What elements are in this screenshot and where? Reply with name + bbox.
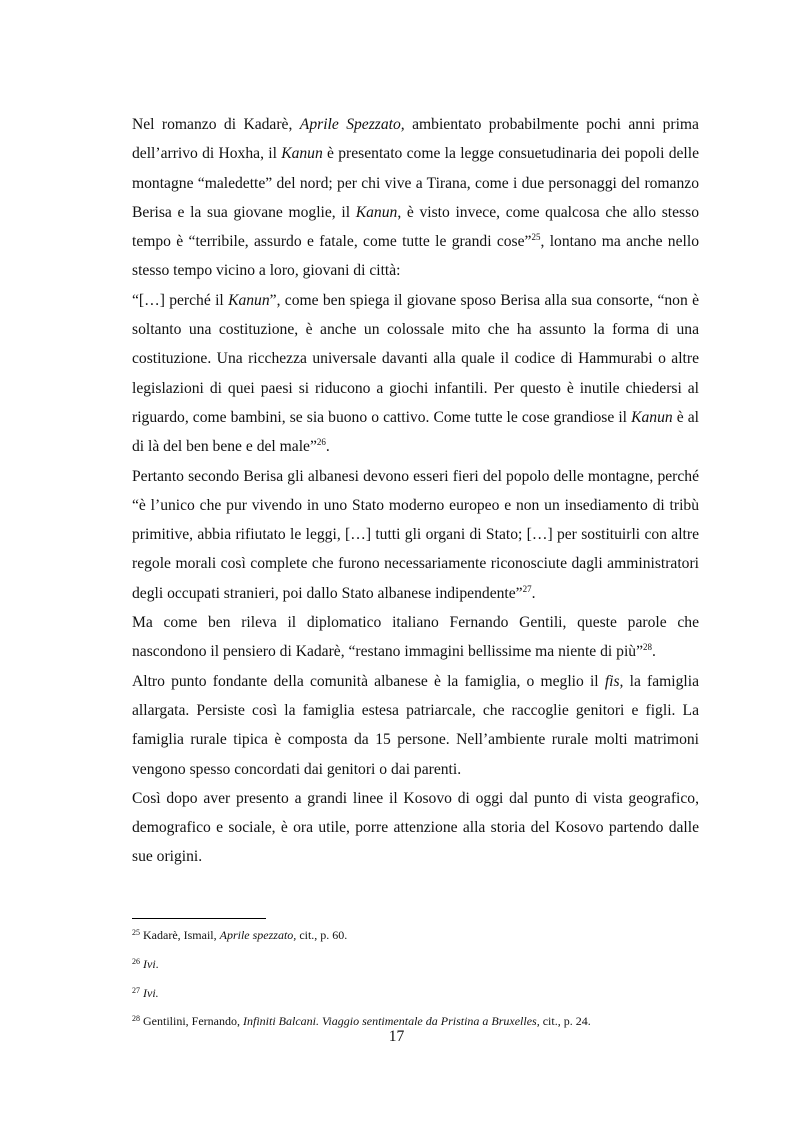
text-run: Gentilini, Fernando, [140, 1014, 243, 1028]
paragraph [132, 110, 699, 286]
footnote-separator [132, 918, 266, 919]
paragraph [132, 608, 699, 667]
text-run: Ma come ben rileva il diplomatico italiano Fernando Gentili, queste parole che nascondono il pensiero di Kadarè, “restano immagini bellissime ma niente di più” [132, 614, 699, 661]
italic-text: fis, [604, 672, 624, 690]
text-run: . [325, 438, 330, 456]
text-run: cit., p. 60. [296, 928, 348, 942]
text-run: Kadarè, Ismail, [140, 928, 220, 942]
footnote [132, 986, 159, 1000]
text-run: ambientato probabilmente pochi anni prima dell’arrivo di Hoxha, il [132, 116, 699, 163]
text-run: Pertanto secondo Berisa gli albanesi devono esseri fieri del popolo delle montagne, perché “è l’unico che pur vivendo in uno Stato moderno europeo e non un insediamento di tribù primitive, abbia rifiutato le leggi, […] tutti gli organi di Stato; […] per sostituirli con altre regole morali così complete che furono necessariamente riconosciute dagli amministratori degli occupati stranieri, poi dallo Stato albanese indipendente” [132, 467, 699, 602]
body-text [132, 110, 699, 872]
text-run: . [155, 957, 159, 971]
italic-text: Aprile Spezzato, [299, 116, 405, 133]
footnote [132, 1014, 591, 1028]
text-run: la famiglia allargata. Persiste così la famiglia estesa patriarcale, che raccoglie genitori e figli. La famiglia rurale tipica è composta da 15 persone. Nell’ambiente rurale molti matrimoni vengono spesso concordati dai genitori o dai parenti. [132, 672, 699, 778]
paragraph [132, 667, 699, 784]
text-run: è al di là del ben bene e del male” [132, 408, 699, 456]
text-run: . [531, 584, 536, 602]
footnote [132, 957, 159, 971]
text-run: Così dopo aver presento a grandi linee il Kosovo di oggi dal punto di vista geografico, demografico e sociale, è ora utile, porre attenzione alla storia del Kosovo partendo dalle sue origini. [132, 789, 699, 866]
italic-text: Ivi. [143, 986, 159, 1000]
paragraph [132, 462, 699, 608]
italic-text: Aprile spezzato, [219, 928, 297, 942]
footnote-number: 26 [132, 957, 140, 966]
page-number: 17 [388, 1028, 405, 1045]
paragraph [132, 784, 699, 872]
text-run: è presentato come la legge consuetudinaria dei popoli delle montagne “maledette” del nord; per chi vive a Tirana, come i due personaggi del romanzo Berisa e la sua giovane moglie, il [132, 145, 699, 221]
footnote-number: 25 [132, 928, 140, 937]
italic-text: Kanun [281, 145, 323, 163]
italic-text: Kanun [631, 408, 673, 426]
footnote-ref: 27 [522, 583, 532, 594]
footnote [132, 928, 347, 942]
footnote-number: 27 [132, 986, 140, 995]
footnote-ref: 28 [643, 642, 652, 653]
text-run: Nel romanzo di Kadarè, [132, 116, 300, 133]
footnote-ref: 26 [316, 437, 326, 448]
text-run: “[…] perché il [132, 291, 229, 309]
text-run: Altro punto fondante della comunità albanese è la famiglia, o meglio il [132, 672, 605, 690]
text-run: cit., p. 24. [539, 1014, 591, 1028]
italic-text: Ivi [143, 957, 156, 971]
paragraph [132, 286, 699, 462]
italic-text: Kanun [355, 203, 398, 221]
text-run: , è visto invece, come qualcosa che allo stesso tempo è “terribile, assurdo e fatale, come tutte le grandi cose” [132, 203, 699, 251]
text-run: . [652, 643, 656, 661]
italic-text: Infiniti Balcani. Viaggio sentimentale da Pristina a Bruxelles, [242, 1014, 540, 1028]
footnote-ref: 25 [531, 232, 541, 243]
text-run: , lontano ma anche nello stesso tempo vicino a loro, giovani di città: [132, 233, 699, 280]
footnote-number: 28 [132, 1014, 140, 1023]
italic-text: Kanun [228, 291, 270, 309]
text-run: ”, come ben spiega il giovane sposo Berisa alla sua consorte, “non è soltanto una costituzione, è anche un colossale mito che ha assunto la forma di una costituzione. Una ricchezza universale davanti alla quale il codice di Hammurabi o altre legislazioni di quei paesi si riducono a giochi infantili. Per questo è inutile chiedersi al riguardo, come bambini, se sia buono o cattivo. Come tutte le cose grandiose il [132, 291, 699, 426]
